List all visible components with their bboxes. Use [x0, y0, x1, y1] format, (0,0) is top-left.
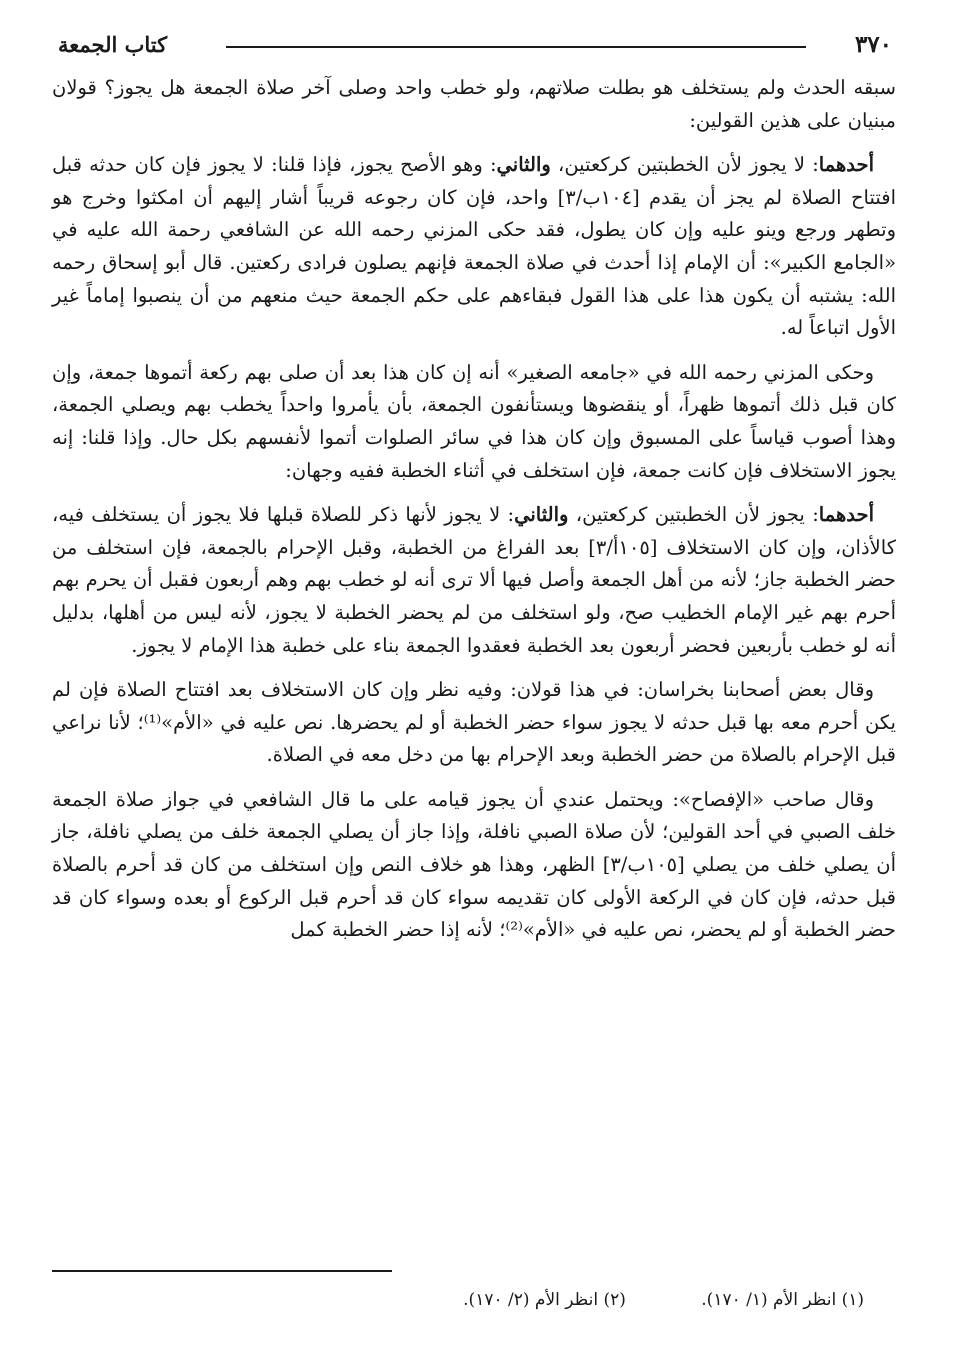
bold-term-second: والثاني — [514, 503, 569, 527]
paragraph-text: : وهو الأصح يجوز، فإذا قلنا: لا يجوز فإن كان حدثه قبل افتتاح الصلاة لم يجز أن يقدم [١٠٤ب/٣] واحد، فإن كان رجوعه قريباً أشار إليهم أن امكثوا وخرج هو وتطهر ورجع وينو عليه وإن كان يطول، فقد حكى المزني رحمه الله عن الشافعي رحمة الله عليه في «الجامع الكبير»: أن الإمام إذا أحدث في صلاة الجمعة فإنهم يصلون فرادى ركعتين. قال أبو إسحاق رحمه الله: يشتبه أن يكون هذا على هذا القول فبقاءهم على حكم الجمعة حيث منعهم من أن ينصبوا إماماً غير الأول اتباعاً له. — [52, 153, 896, 340]
bold-term-first: أحدهما — [818, 503, 874, 527]
paragraph-6 — [52, 784, 896, 947]
footnote-1: (١) انظر الأم (١/ ١٧٠). — [701, 1290, 864, 1310]
header-rule — [226, 46, 806, 48]
footnote-separator — [52, 1270, 392, 1272]
bold-term-second: والثاني — [496, 153, 551, 177]
paragraph-text-part: : لا يجوز لأن الخطبتين كركعتين، — [550, 153, 819, 177]
paragraph-4 — [52, 499, 896, 662]
paragraph-text: سبقه الحدث ولم يستخلف هو بطلت صلاتهم، ولو خطب واحد وصلى آخر صلاة الجمعة هل يجوز؟ قولان مبنيان على هذين القولين: — [52, 76, 896, 132]
paragraph-text-part: : يجوز لأن الخطبتين كركعتين، — [568, 503, 819, 527]
paragraph-text: : لا يجوز لأنها ذكر للصلاة قبلها فلا يجوز أن يستخلف فيه، كالأذان، وإن كان الاستخلاف [١٠٥أ/٣] بعد الفراغ من الخطبة، وقبل الإحرام بالجمعة، فإن استخلف من حضر الخطبة جاز؛ لأنه من أهل الجمعة وأصل فيها ألا ترى أنه لو خطب بهم وهم أربعون فقبل أن يحرم بهم أحرم بهم غير الإمام الخطيب صح، ولو استخلف من لم يحضر الخطبة لا يجوز، لأنه ليس من أهلها، بدليل أنه لو خطب بأربعين فحضر أربعون بعد الخطبة فعقدوا الجمعة بناء على خطبة هذا الإمام لا يجوز. — [52, 503, 896, 657]
page-header — [0, 28, 954, 62]
paragraph-text: وقال بعض أصحابنا بخراسان: في هذا قولان: وفيه نظر وإن كان الاستخلاف بعد افتتاح الصلاة فإن لم يكن أحرم معه بها قبل حدثه لا يجوز سواء حضر الخطبة أو لم يحضرها. نص عليه في «الأم»⁽¹⁾؛ لأنا نراعي قبل الإحرام بالصلاة من حضر الخطبة وبعد الإحرام بها من دخل معه في الصلاة. — [52, 678, 896, 767]
paragraph-text: وحكى المزني رحمه الله في «جامعه الصغير» أنه إن كان هذا بعد أن صلى بهم ركعة أتموها جمعة، وإن كان قبل ذلك أتموها ظهراً، أو ينقضوها ويستأنفون الجمعة، بأن يأمروا واحداً يخطب بهم ويصلي الجمعة، وهذا أصوب قياساً على المسبوق وإن كان هذا في سائر الصلوات أتموا لأنفسهم بكل حال. وإذا قلنا: إنه يجوز الاستخلاف فإن كانت جمعة، فإن استخلف في أثناء الخطبة ففيه وجهان: — [52, 360, 896, 482]
footnote-2: (٢) انظر الأم (٢/ ١٧٠). — [463, 1290, 626, 1310]
page-number: ٣٧٠ — [854, 31, 892, 58]
paragraph-2 — [52, 149, 896, 345]
paragraph-1 — [52, 72, 896, 137]
paragraph-5 — [52, 674, 896, 772]
chapter-title: كتاب الجمعة — [58, 32, 168, 57]
bold-term-first: أحدهما — [818, 153, 874, 177]
footnotes — [52, 1287, 864, 1313]
paragraph-text: وقال صاحب «الإفصاح»: ويحتمل عندي أن يجوز قيامه على ما قال الشافعي في جواز صلاة الجمعة خلف الصبي في أحد القولين؛ لأن صلاة الصبي نافلة، وإذا جاز أن يصلي الجمعة خلف من يصلي نافلة، جاز أن يصلي خلف من يصلي [١٠٥ب/٣] الظهر، وهذا هو خلاف النص وإن استخلف من كان قد أحرم بالصلاة قبل حدثه، فإن كان في الركعة الأولى كان تقديمه سواء كان قد أحرم قبل الركوع أو بعده وسواء كان قد حضر الخطبة أو لم يحضر، نص عليه في «الأم»⁽²⁾؛ لأنه إذا حضر الخطبة كمل — [52, 787, 896, 942]
paragraph-3 — [52, 357, 896, 487]
main-text — [52, 72, 896, 959]
